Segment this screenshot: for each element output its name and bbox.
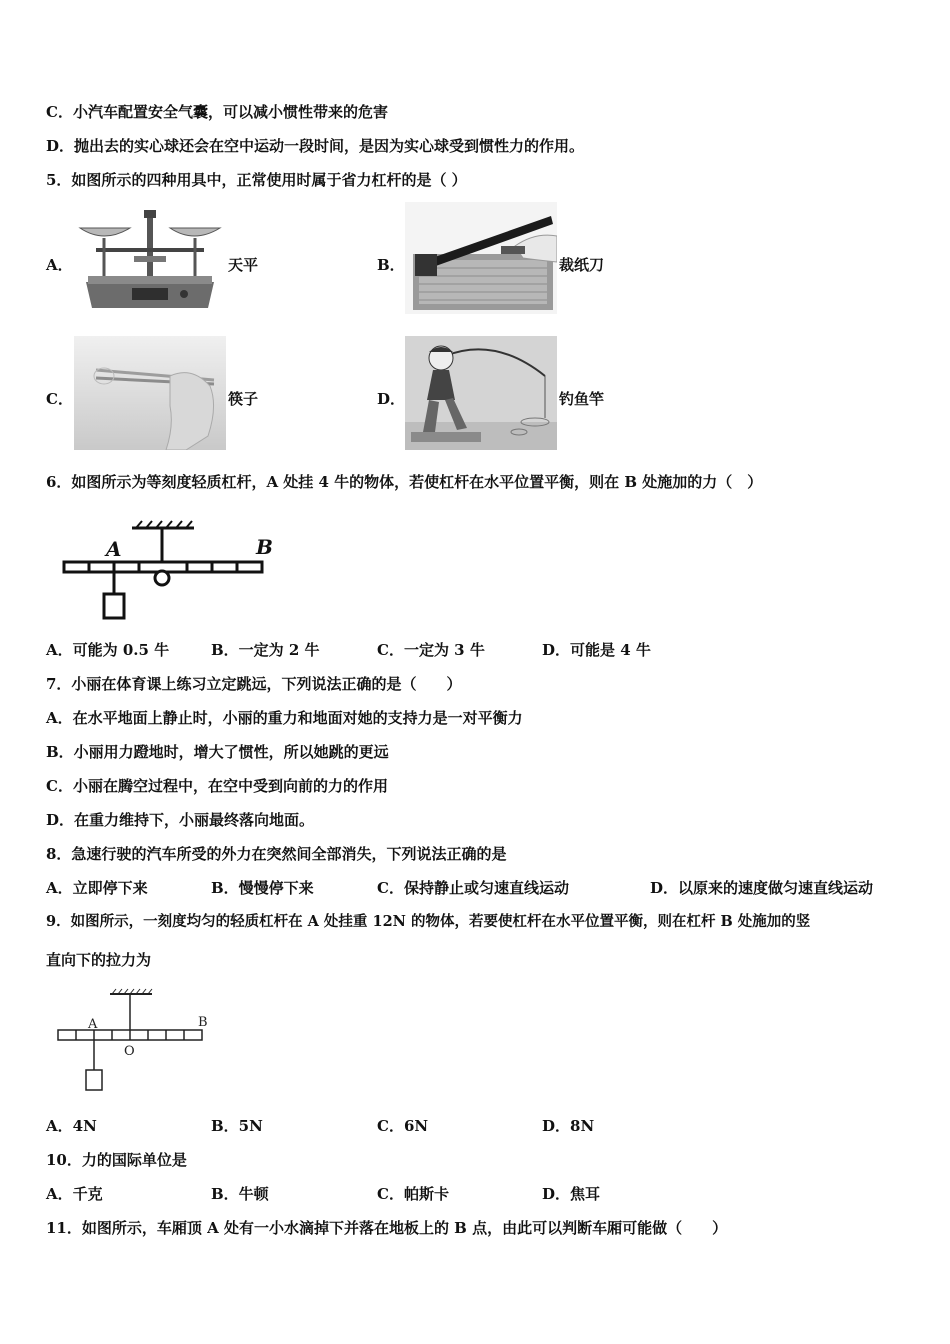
q9-stem-line2: 直向下的拉力为 bbox=[46, 951, 152, 969]
q6-option-d: D．可能是 4 牛 bbox=[542, 641, 651, 659]
q9-label-a: A bbox=[88, 1017, 98, 1032]
q9-lever-diagram bbox=[50, 988, 220, 1096]
q4-option-c: C．小汽车配置安全气囊，可以减小惯性带来的危害 bbox=[46, 103, 388, 121]
q11-stem: 11．如图所示，车厢顶 A 处有一小水滴掉下并落在地板上的 B 点，由此可以判断车厢可能做（ ） bbox=[46, 1219, 728, 1237]
q5-option-d-caption: 钓鱼竿 bbox=[559, 390, 605, 408]
q5-option-b-letter: B． bbox=[377, 256, 405, 274]
q5-option-b-caption: 裁纸刀 bbox=[559, 256, 605, 274]
q10-option-d: D．焦耳 bbox=[542, 1185, 601, 1203]
q5-option-c-caption: 筷子 bbox=[228, 390, 259, 408]
q6-option-c: C．一定为 3 牛 bbox=[377, 641, 485, 659]
q7-option-d: D．在重力维持下，小丽最终落向地面。 bbox=[46, 811, 315, 829]
chopsticks-image bbox=[74, 336, 226, 450]
q8-stem: 8．急速行驶的汽车所受的外力在突然间全部消失，下列说法正确的是 bbox=[46, 845, 507, 863]
balance-scale-image bbox=[74, 202, 226, 314]
q5-option-a-caption: 天平 bbox=[228, 256, 259, 274]
q10-option-a: A．千克 bbox=[46, 1185, 103, 1203]
q4-option-d: D．抛出去的实心球还会在空中运动一段时间，是因为实心球受到惯性力的作用。 bbox=[46, 137, 585, 155]
q8-option-b: B．慢慢停下来 bbox=[211, 879, 314, 897]
q9-option-a: A．4N bbox=[46, 1117, 97, 1135]
q8-option-a: A．立即停下来 bbox=[46, 879, 148, 897]
q5-option-a-letter: A． bbox=[46, 256, 73, 274]
q6-label-a: A bbox=[106, 537, 122, 561]
q9-stem-line1: 9．如图所示，一刻度均匀的轻质杠杆在 A 处挂重 12N 的物体，若要使杠杆在水平位置平衡，则在杠杆 B 处施加的竖 bbox=[46, 913, 811, 930]
q5-option-c-letter: C． bbox=[46, 390, 73, 408]
q9-label-b: B bbox=[198, 1015, 208, 1030]
q6-option-b: B．一定为 2 牛 bbox=[211, 641, 320, 659]
q10-option-c: C．帕斯卡 bbox=[377, 1185, 449, 1203]
q7-option-b: B．小丽用力蹬地时，增大了惯性，所以她跳的更远 bbox=[46, 743, 389, 761]
q7-option-c: C．小丽在腾空过程中，在空中受到向前的力的作用 bbox=[46, 777, 388, 795]
q6-label-b: B bbox=[256, 535, 273, 559]
q9-option-d: D．8N bbox=[542, 1117, 595, 1135]
q6-stem: 6．如图所示为等刻度轻质杠杆，A 处挂 4 牛的物体，若使杠杆在水平位置平衡，则在 B 处施加的力（ ） bbox=[46, 473, 763, 491]
q8-option-d: D．以原来的速度做匀速直线运动 bbox=[650, 879, 874, 897]
q6-option-a: A．可能为 0.5 牛 bbox=[46, 641, 170, 659]
q7-stem: 7．小丽在体育课上练习立定跳远，下列说法正确的是（ ） bbox=[46, 675, 462, 693]
q10-stem: 10．力的国际单位是 bbox=[46, 1151, 187, 1169]
paper-cutter-image bbox=[405, 202, 557, 314]
q5-stem: 5．如图所示的四种用具中，正常使用时属于省力杠杆的是（ ） bbox=[46, 171, 467, 189]
q10-option-b: B．牛顿 bbox=[211, 1185, 269, 1203]
q9-option-c: C．6N bbox=[377, 1117, 429, 1135]
q8-option-c: C．保持静止或匀速直线运动 bbox=[377, 879, 569, 897]
q9-label-o: O bbox=[124, 1044, 135, 1059]
q6-lever-diagram bbox=[56, 518, 286, 624]
fishing-rod-image bbox=[405, 336, 557, 450]
q7-option-a: A．在水平地面上静止时，小丽的重力和地面对她的支持力是一对平衡力 bbox=[46, 709, 523, 727]
q5-option-d-letter: D． bbox=[377, 390, 406, 408]
q9-option-b: B．5N bbox=[211, 1117, 263, 1135]
